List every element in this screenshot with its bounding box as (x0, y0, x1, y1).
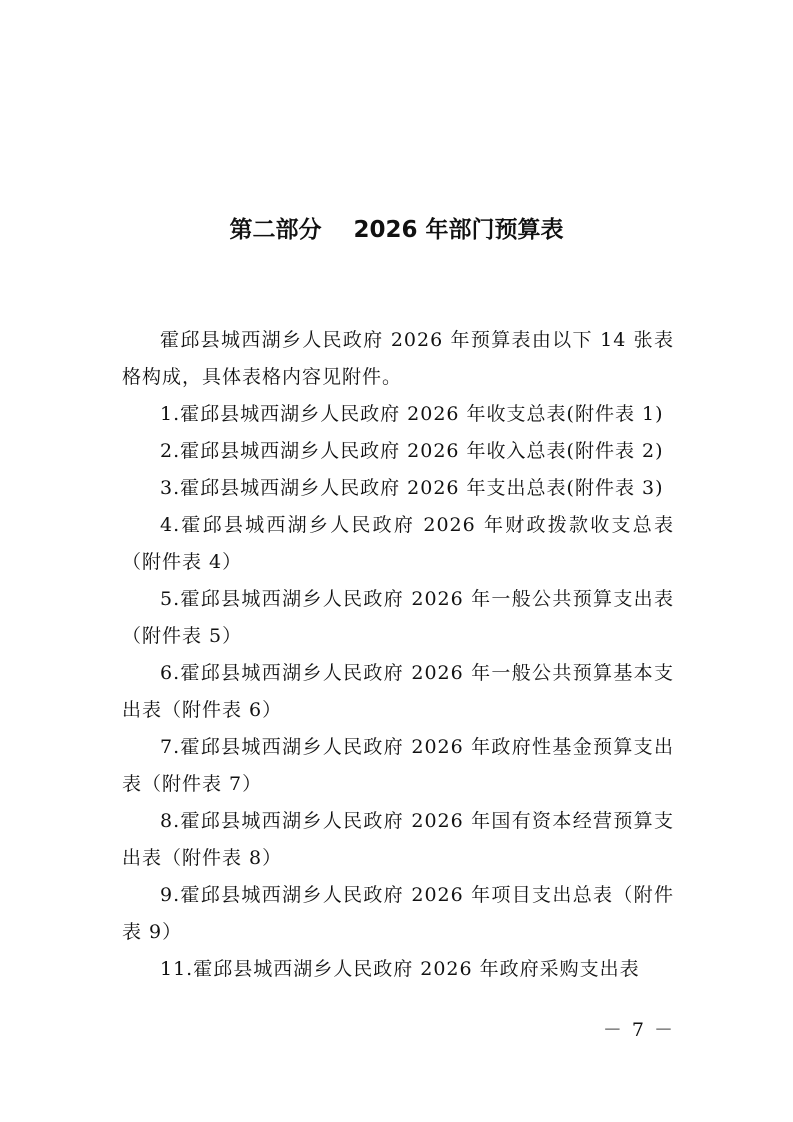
list-item: 8.霍邱县城西湖乡人民政府 2026 年国有资本经营预算支出表（附件表 8） (122, 810, 674, 869)
list-item: 6.霍邱县城西湖乡人民政府 2026 年一般公共预算基本支出表（附件表 6） (122, 662, 674, 721)
list-item: 3.霍邱县城西湖乡人民政府 2026 年支出总表(附件表 3) (160, 477, 664, 499)
list-item: 2.霍邱县城西湖乡人民政府 2026 年收入总表(附件表 2) (160, 440, 664, 462)
list-item: 7.霍邱县城西湖乡人民政府 2026 年政府性基金预算支出表（附件表 7） (122, 736, 674, 795)
document-body (122, 322, 674, 988)
list-item: 1.霍邱县城西湖乡人民政府 2026 年收支总表(附件表 1) (160, 403, 664, 425)
page-number: － 7 － (602, 1019, 675, 1041)
section-title: 第二部分 2026 年部门预算表 (229, 217, 564, 243)
list-item: 9.霍邱县城西湖乡人民政府 2026 年项目支出总表（附件表 9） (122, 884, 674, 943)
list-item: 5.霍邱县城西湖乡人民政府 2026 年一般公共预算支出表（附件表 5） (122, 588, 674, 647)
intro-paragraph: 霍邱县城西湖乡人民政府 2026 年预算表由以下 14 张表格构成，具体表格内容见附件。 (122, 329, 674, 388)
list-item: 4.霍邱县城西湖乡人民政府 2026 年财政拨款收支总表（附件表 4） (122, 514, 674, 573)
list-item: 11.霍邱县城西湖乡人民政府 2026 年政府采购支出表 (160, 958, 640, 980)
